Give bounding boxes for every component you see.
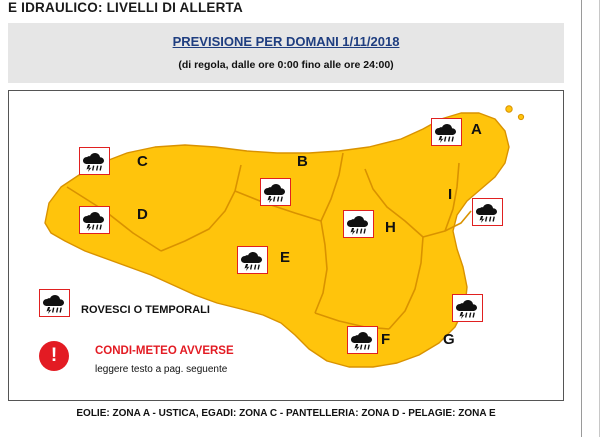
storm-icon-zone-h (343, 210, 374, 238)
warning-exclamation-icon: ! (39, 341, 69, 371)
zone-label-h: H (385, 219, 396, 236)
zone-label-e: E (280, 249, 291, 266)
zone-label-a: A (471, 121, 482, 138)
storm-icon-legend (39, 289, 70, 317)
sicily-alert-map (8, 90, 564, 401)
storm-icon-zone-i (472, 198, 503, 226)
storm-icon-zone-d (79, 206, 110, 234)
zone-label-c: C (137, 153, 148, 170)
forecast-subline: (di regola, dalle ore 0:00 fino alle ore 24:00) (178, 59, 394, 71)
zone-label-f: F (381, 331, 391, 348)
page-title: E IDRAULICO: LIVELLI DI ALLERTA (8, 0, 243, 15)
storm-icon-zone-f (347, 326, 378, 354)
page-edge-rule-inner (581, 0, 582, 437)
zone-label-i: I (448, 186, 453, 203)
islands-footnote: EOLIE: ZONA A - USTICA, EGADI: ZONA C - PANTELLERIA: ZONA D - PELAGIE: ZONA E (76, 408, 496, 419)
warning-title: CONDI-METEO AVVERSE (95, 345, 234, 357)
zone-label-b: B (297, 153, 308, 170)
storm-icon-zone-c (79, 147, 110, 175)
forecast-headline: PREVISIONE PER DOMANI 1/11/2018 (172, 34, 400, 49)
storm-icon-zone-a (431, 118, 462, 146)
zone-label-d: D (137, 206, 148, 223)
zone-label-g: G (443, 331, 455, 348)
storm-icon-zone-g (452, 294, 483, 322)
legend-phenomenon-label: ROVESCI O TEMPORALI (81, 304, 210, 316)
storm-icon-zone-e (237, 246, 268, 274)
warning-subtitle: leggere testo a pag. seguente (95, 364, 228, 375)
forecast-banner (8, 23, 564, 83)
storm-icon-zone-b (260, 178, 291, 206)
